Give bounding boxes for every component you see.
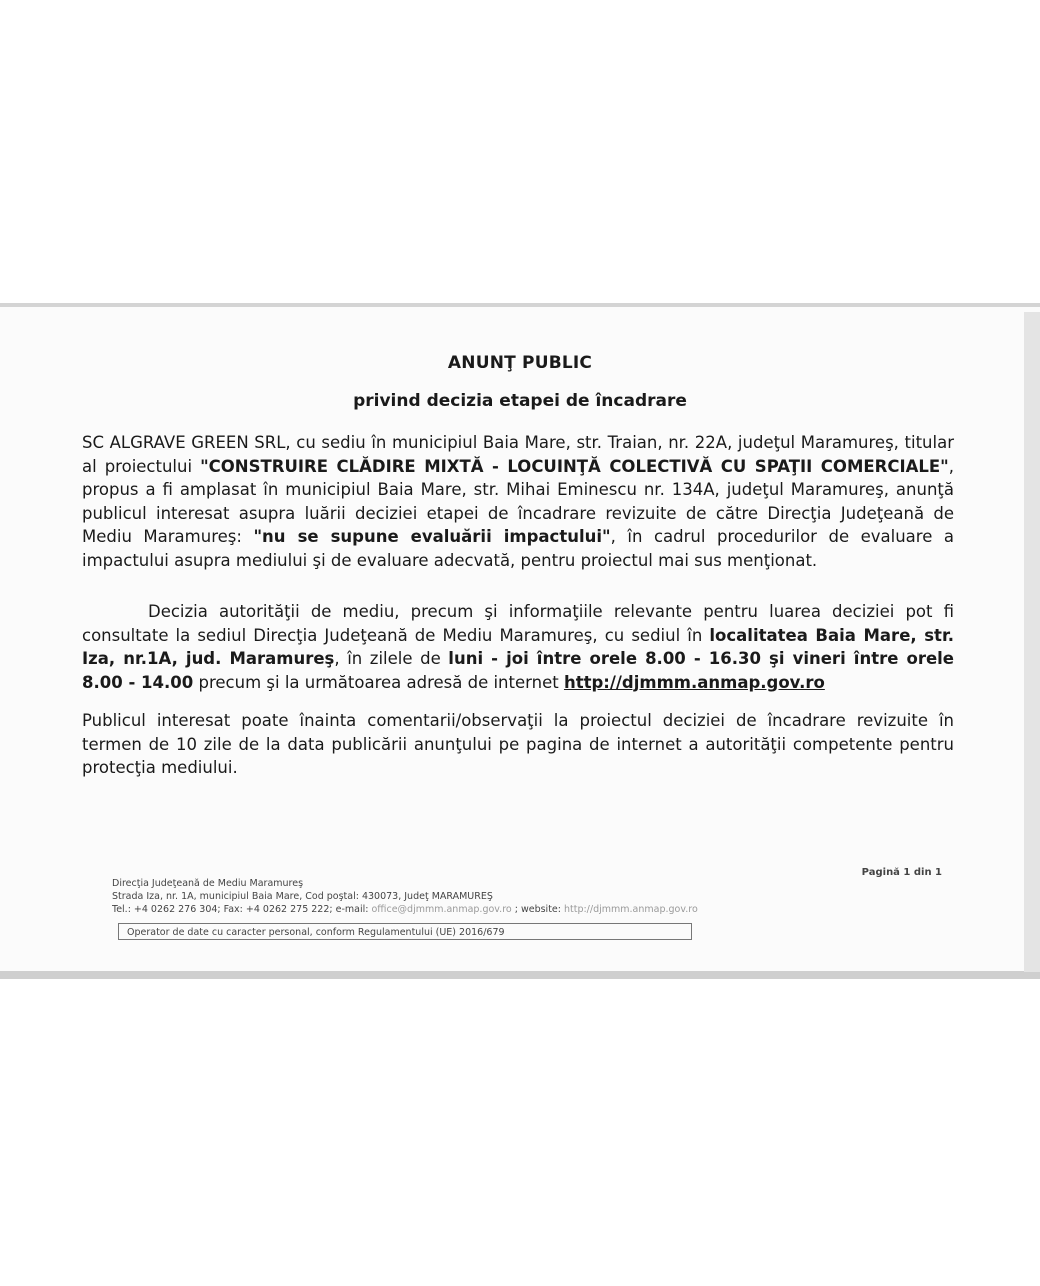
p2-text-1: Decizia autorităţii de mediu, precum şi informaţiile relevante pentru luarea deciziei pot fi consultate la sediul Direcţia Judeţeană de Mediu Maramureş, cu sediul în [82, 602, 954, 645]
office-hours: luni - joi între orele 8.00 - 16.30 şi vineri între orele 8.00 - 14.00 [82, 649, 954, 692]
footer-agency: Direcţia Judeţeană de Mediu Maramureş [112, 878, 304, 889]
paragraph-comments: Publicul interesat poate înainta comentarii/observaţii la proiectul deciziei de încadrare revizuite în termen de 10 zile de la data publicării anunţului pe pagina de internet a autorităţii competente pentru protecţia mediului. [82, 711, 954, 777]
document-sheet [0, 303, 1040, 979]
p2-text-3: precum şi la următoarea adresă de internet [193, 672, 564, 692]
project-name: "CONSTRUIRE CLĂDIRE MIXTĂ - LOCUINŢĂ COLECTIVĂ CU SPAŢII COMERCIALE" [200, 456, 949, 476]
office-address: localitatea Baia Mare, str. Iza, nr.1A, jud. Maramureş [82, 625, 954, 668]
paragraph-announcement [82, 431, 954, 572]
document-title: ANUNŢ PUBLIC [447, 353, 593, 373]
website-link[interactable]: http://djmmm.anmap.gov.ro [563, 672, 825, 692]
paragraph-consultation [82, 600, 954, 694]
document-footer [112, 877, 952, 916]
decision-quote: "nu se supune evaluării impactului" [253, 527, 611, 546]
page-number: Pagină 1 din 1 [861, 867, 942, 878]
footer-contact [112, 903, 952, 916]
p1-text-1: SC ALGRAVE GREEN SRL, cu sediu în municipiul Baia Mare, str. Traian, nr. 22A, judeţul Maramureş, titular al proiectului [82, 433, 954, 476]
data-operator-notice: Operator de date cu caracter personal, conform Regulamentului (UE) 2016/679 [118, 923, 692, 940]
footer-email: office@djmmm.anmap.gov.ro [371, 904, 512, 915]
footer-phone-fax: Tel.: +4 0262 276 304; Fax: +4 0262 275 222; e-mail: [112, 904, 372, 915]
footer-address: Strada Iza, nr. 1A, municipiul Baia Mare, Cod poştal: 430073, Judeţ MARAMUREŞ [112, 891, 493, 902]
footer-website: http://djmmm.anmap.gov.ro [563, 904, 698, 915]
document-subtitle: privind decizia etapei de încadrare [353, 391, 687, 411]
p1-text-3: , în cadrul procedurilor de evaluare a impactului asupra mediului şi de evaluare adecvată, pentru proiectul mai sus menţionat. [82, 527, 954, 570]
p1-text-2: , propus a fi amplasat în municipiul Baia Mare, str. Mihai Eminescu nr. 134A, judeţul Maramureş, anunţă publicul interesat asupra luării deciziei etapei de încadrare revizuite de către Direcţia Judeţeană de Mediu Maramureş: [82, 456, 954, 546]
page-edge-shadow [1024, 312, 1040, 972]
p2-text-2: , în zilele de [334, 649, 449, 668]
footer-website-label: ; website: [511, 904, 564, 915]
